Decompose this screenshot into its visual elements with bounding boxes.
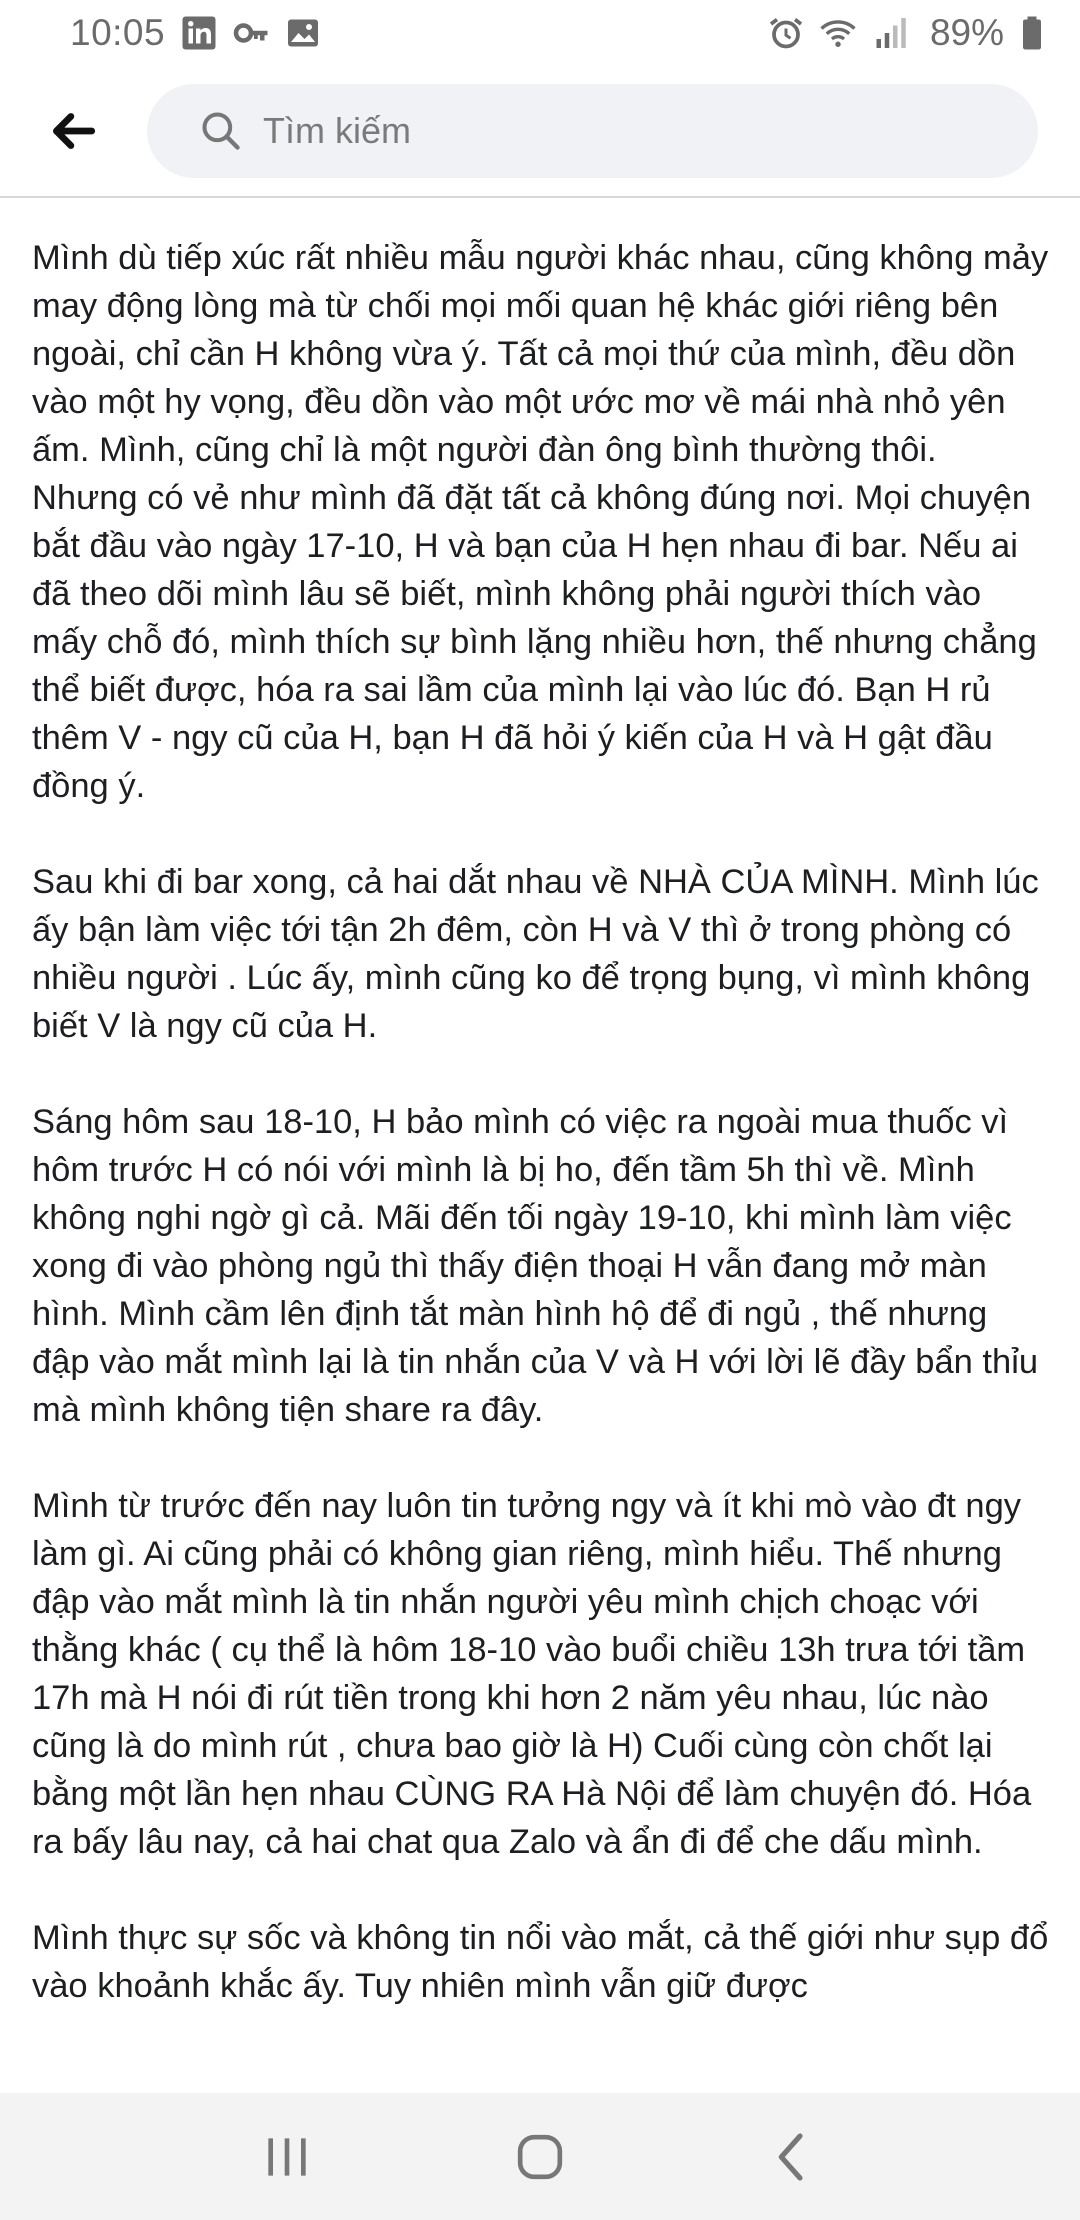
home-icon: [512, 2129, 568, 2185]
battery-percent: 89%: [929, 12, 1004, 53]
wifi-icon: [820, 15, 856, 51]
search-box[interactable]: [147, 84, 1038, 178]
post-body: [0, 198, 1080, 2010]
status-time: 10:05: [70, 12, 166, 53]
post-paragraph: Sau khi đi bar xong, cả hai dắt nhau về NHÀ CỦA MÌNH. Mình lúc ấy bận làm việc tới tận 2h đêm, còn H và V thì ở trong phòng có nhiều người . Lúc ấy, mình cũng ko để trọng bụng, vì mình không biết V là ngy cũ của H.: [32, 863, 1039, 1045]
back-button[interactable]: [36, 94, 110, 168]
post-paragraph: Mình từ trước đến nay luôn tin tưởng ngy và ít khi mò vào đt ngy làm gì. Ai cũng phải có không gian riêng, mình hiểu. Thế nhưng đập vào mắt mình là tin nhắn người yêu mình chịch choạc với thằng khác ( cụ thể là hôm 18-10 vào buổi chiều 13h trưa tới tầm 17h mà H nói đi rút tiền trong khi hơn 2 năm yêu nhau, lúc nào cũng là do mình rút , chưa bao giờ là H) Cuối cùng còn chốt lại bằng một lần hẹn nhau CÙNG RA Hà Nội để làm chuyện đó. Hóa ra bấy lâu nay, cả hai chat qua Zalo và ẩn đi để che dấu mình.: [32, 1487, 1032, 1861]
post-paragraph: Nhưng có vẻ như mình đã đặt tất cả không đúng nơi. Mọi chuyện bắt đầu vào ngày 17-10, H và bạn của H hẹn nhau đi bar. Nếu ai đã theo dõi mình lâu sẽ biết, mình không phải người thích vào mấy chỗ đó, mình thích sự bình lặng nhiều hơn, thế nhưng chẳng thể biết được, hóa ra sai lầm của mình lại vào lúc đó. Bạn H rủ thêm V - ngy cũ của H, bạn H đã hỏi ý kiến của H và H gật đầu đồng ý.: [32, 479, 1037, 805]
post-content: [0, 198, 1080, 2093]
status-left: [70, 12, 321, 54]
post-paragraph: Mình thực sự sốc và không tin nổi vào mắt, cả thế giới như sụp đổ vào khoảnh khắc ấy. Tuy nhiên mình vẫn giữ được: [32, 1919, 1049, 2005]
nav-back-button[interactable]: [748, 2112, 838, 2202]
search-input[interactable]: [263, 110, 963, 152]
recent-apps-button[interactable]: [242, 2112, 332, 2202]
battery-icon: [1020, 15, 1044, 51]
linkedin-icon: [181, 15, 217, 51]
status-right: [768, 12, 1044, 54]
navigation-bar: [0, 2093, 1080, 2220]
post-paragraph: Sáng hôm sau 18-10, H bảo mình có việc ra ngoài mua thuốc vì hôm trước H có nói với mình là bị ho, đến tầm 5h thì về. Mình không nghi ngờ gì cả. Mãi đến tối ngày 19-10, khi mình làm việc xong đi vào phòng ngủ thì thấy điện thoại H vẫn đang mở màn hình. Mình cầm lên định tắt màn hình hộ để đi ngủ , thế nhưng đập vào mắt mình lại là tin nhắn của V và H với lời lẽ đầy bẩn thỉu mà mình không tiện share ra đây.: [32, 1103, 1039, 1429]
search-icon: [199, 109, 243, 153]
image-icon: [285, 15, 321, 51]
status-bar: [0, 0, 1080, 66]
post-paragraph: Mình dù tiếp xúc rất nhiều mẫu người khác nhau, cũng không mảy may động lòng mà từ chối mọi mối quan hệ khác giới riêng bên ngoài, chỉ cần H không vừa ý. Tất cả mọi thứ của mình, đều dồn vào một hy vọng, đều dồn vào một ước mơ về mái nhà nhỏ yên ấm. Mình, cũng chỉ là một người đàn ông bình thường thôi.: [32, 239, 1049, 469]
signal-icon: [872, 15, 908, 51]
recent-apps-icon: [259, 2129, 315, 2185]
home-button[interactable]: [495, 2112, 585, 2202]
back-icon: [765, 2129, 821, 2185]
alarm-icon: [768, 15, 804, 51]
back-arrow-icon: [48, 106, 98, 156]
search-header: [0, 66, 1080, 198]
key-icon: [233, 15, 269, 51]
